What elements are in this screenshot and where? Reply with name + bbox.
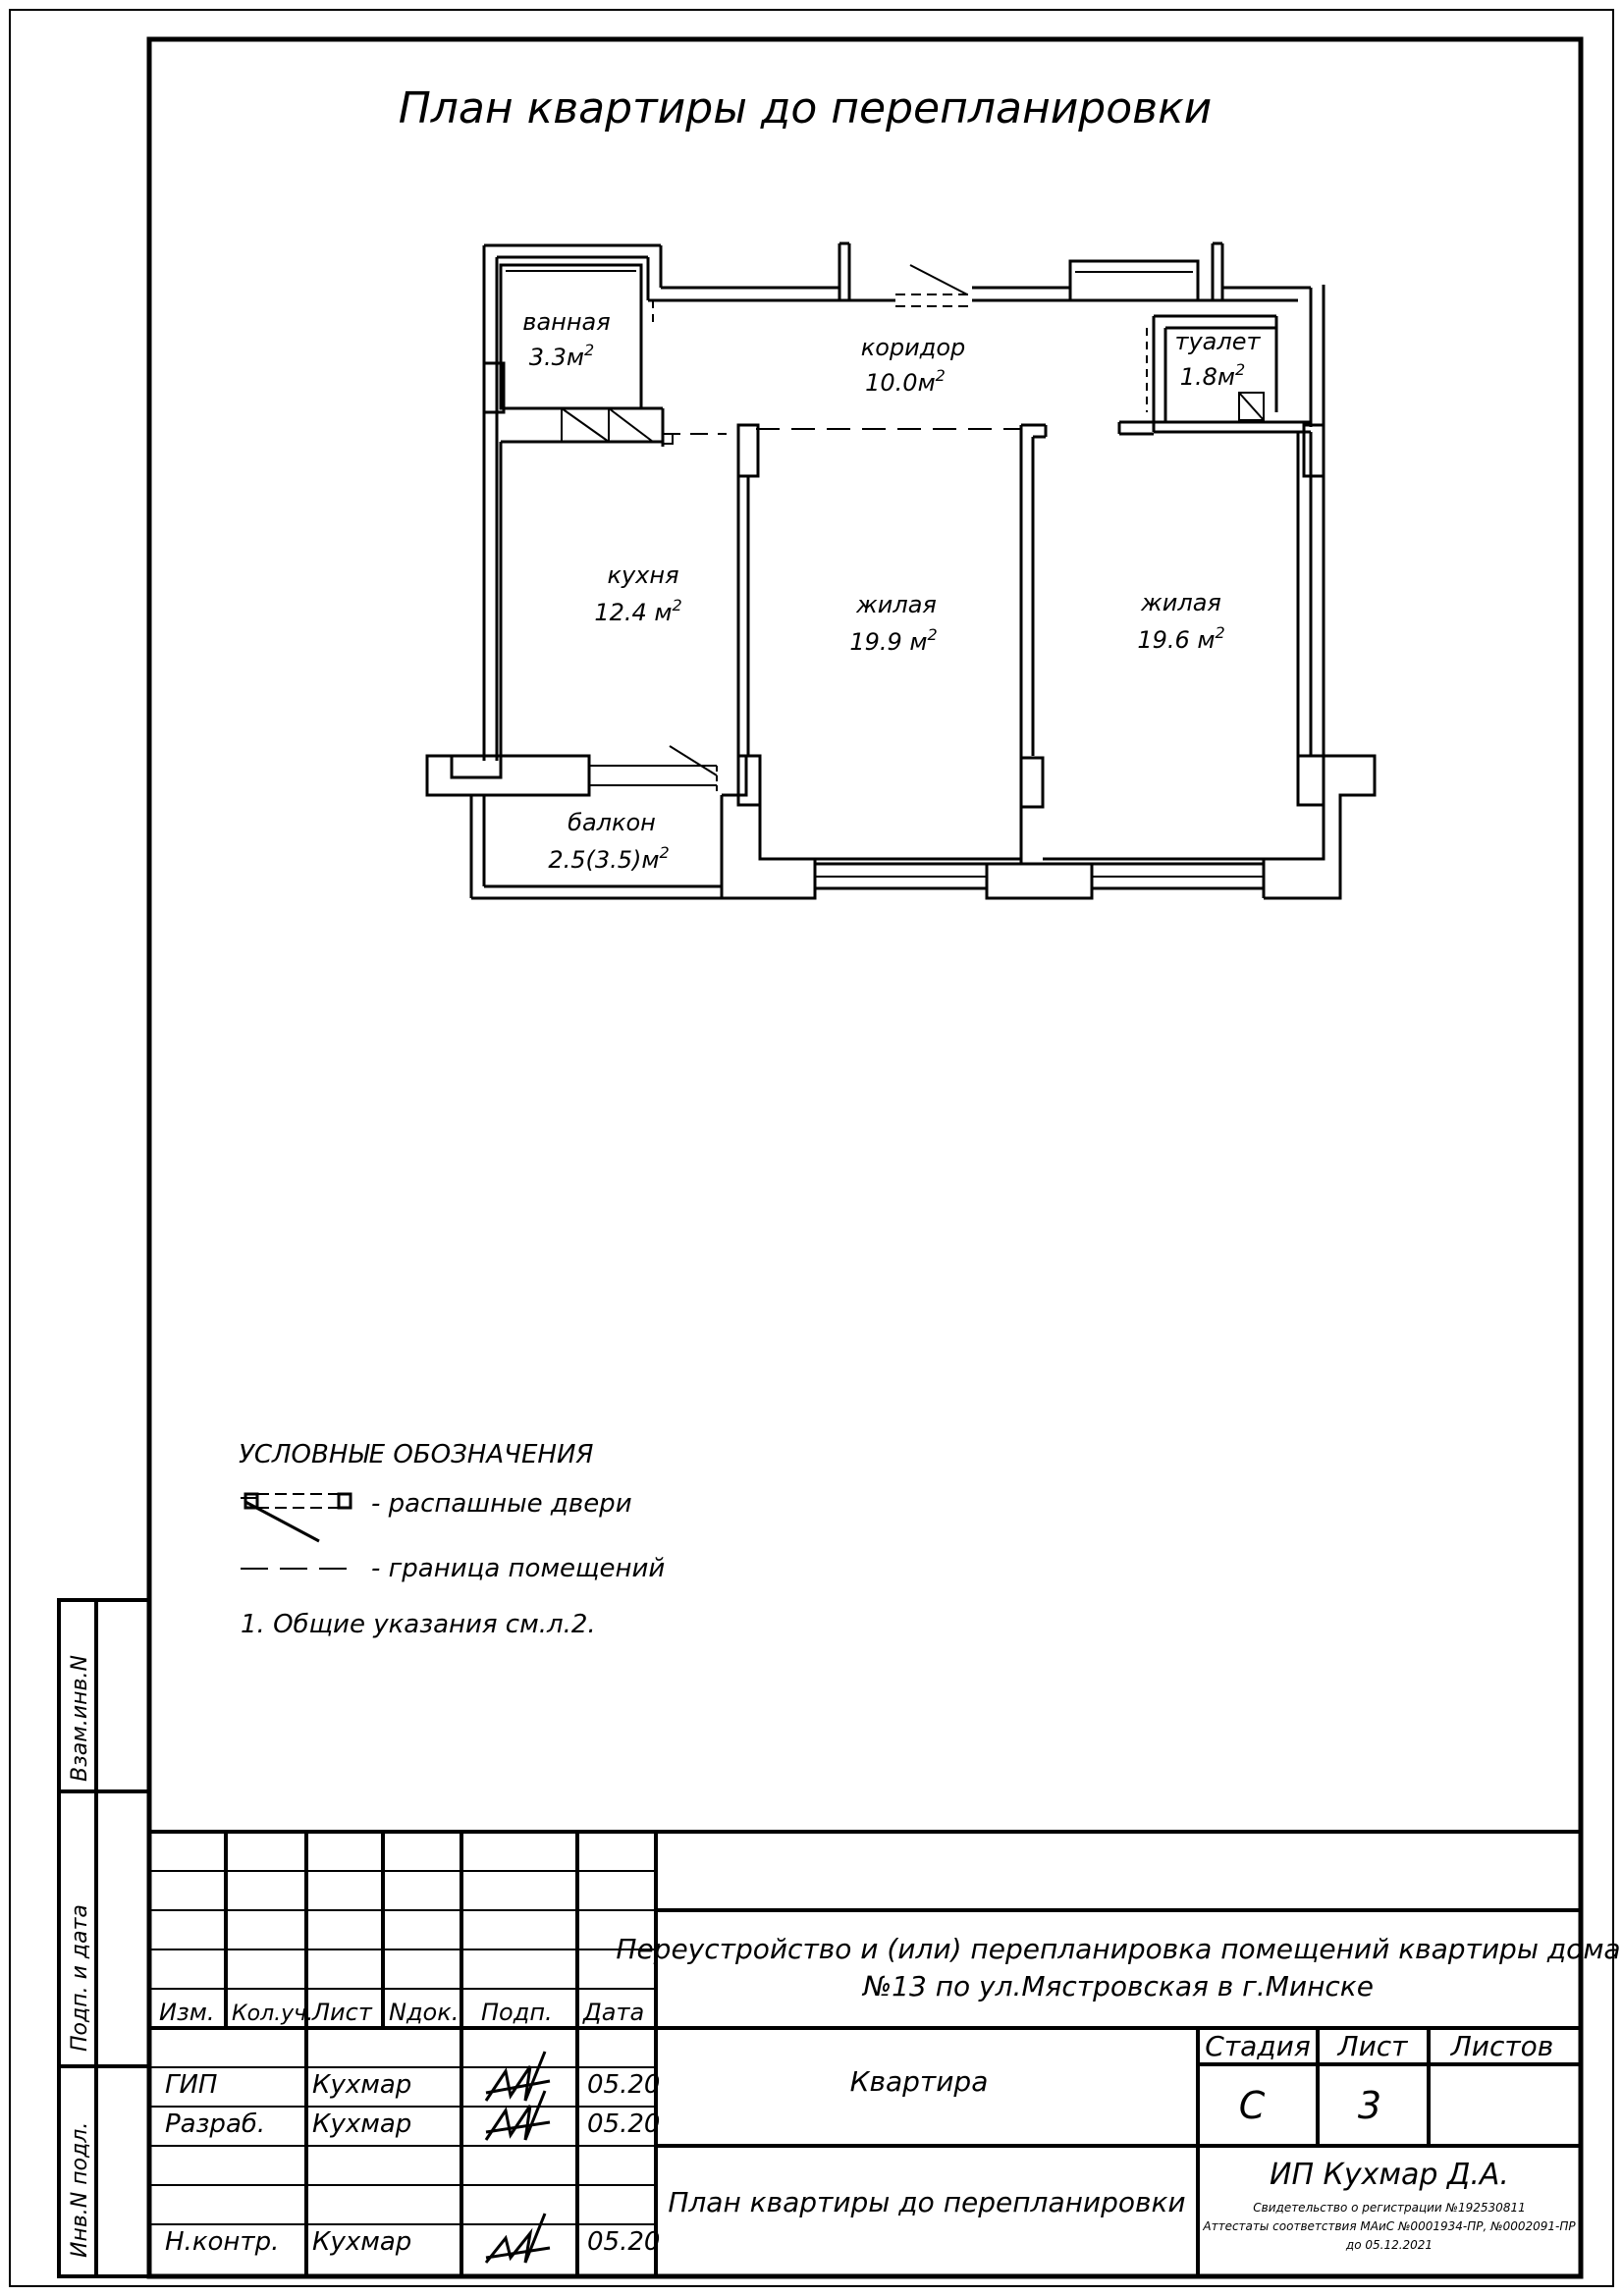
header-list: Лист xyxy=(312,1999,372,2026)
door-symbol-icon xyxy=(241,1494,351,1541)
room-name-balcony: балкон xyxy=(568,809,656,836)
title-block-headers xyxy=(159,1999,644,2026)
sheet-label: Лист xyxy=(1337,2030,1408,2062)
header-izm: Изм. xyxy=(159,1999,215,2026)
signer-date-nkontr: 05.20 xyxy=(587,2227,661,2257)
room-labels xyxy=(522,308,1261,874)
signer-name-nkontr: Кухмар xyxy=(312,2227,412,2257)
room-area-balcony: $2.5(3.5)м^2$ xyxy=(548,843,670,874)
header-data: Дата xyxy=(583,1999,645,2026)
room-area-corridor: $10.0м^2$ xyxy=(865,366,946,397)
project-line-2: №13 по ул.Мястровская в г.Минске xyxy=(863,1970,1374,2002)
page-title: План квартиры до перепланировки xyxy=(398,83,1213,133)
stage-label: Стадия xyxy=(1205,2030,1311,2062)
signer-role-nkontr: Н.контр. xyxy=(165,2227,280,2257)
signer-name-gip: Кухмар xyxy=(312,2070,412,2100)
signers xyxy=(165,2070,660,2257)
room-name-bath: ванная xyxy=(522,308,611,336)
stamp-podp: Подп. и дата xyxy=(68,1904,92,2052)
signer-role-razrab: Разраб. xyxy=(165,2109,266,2139)
room-name-kitchen: кухня xyxy=(607,561,679,589)
general-note: 1. Общие указания см.л.2. xyxy=(241,1610,596,1639)
signature-razrab xyxy=(486,2091,550,2140)
stamp-inv: Инв.N подл. xyxy=(68,2121,92,2258)
object-name: Квартира xyxy=(849,2065,989,2098)
room-area-kitchen: 12.4 $м^2$ xyxy=(594,596,682,626)
project-info xyxy=(616,1933,1620,2252)
room-area-toilet: $1.8м^2$ xyxy=(1179,360,1246,391)
signer-date-gip: 05.20 xyxy=(587,2070,661,2100)
room-name-living-2: жилая xyxy=(1141,589,1221,616)
header-podp: Подп. xyxy=(481,1999,553,2026)
header-ndok: Nдок. xyxy=(389,1999,460,2026)
room-name-corridor: коридор xyxy=(860,334,966,361)
stage-value: С xyxy=(1238,2084,1266,2127)
cert-line-3: до 05.12.2021 xyxy=(1345,2238,1434,2252)
signature-marks xyxy=(486,2052,550,2263)
cert-line-1: Свидетельство о регистрации №192530811 xyxy=(1253,2201,1526,2215)
project-line-1: Переустройство и (или) перепланировка помещений квартиры дома xyxy=(616,1933,1621,1965)
header-koluch: Кол.уч. xyxy=(232,2002,314,2026)
room-area-bath: $3.3м^2$ xyxy=(528,341,595,371)
legend-boundary-label: - граница помещений xyxy=(371,1554,666,1583)
room-name-living-1: жилая xyxy=(856,591,937,618)
org-name: ИП Кухмар Д.А. xyxy=(1270,2158,1509,2192)
sheets-label: Листов xyxy=(1450,2030,1554,2062)
legend xyxy=(239,1440,665,1639)
signer-role-gip: ГИП xyxy=(165,2070,218,2100)
room-name-toilet: туалет xyxy=(1174,328,1261,355)
stamp-vzam: Взам.инв.N xyxy=(68,1655,92,1782)
room-area-living-2: 19.6 $м^2$ xyxy=(1137,623,1225,654)
signer-name-razrab: Кухмар xyxy=(312,2109,412,2139)
signature-nkontr xyxy=(486,2214,550,2263)
legend-door-label: - распашные двери xyxy=(371,1489,632,1519)
legend-heading: УСЛОВНЫЕ ОБОЗНАЧЕНИЯ xyxy=(239,1440,594,1469)
cert-line-2: Аттестаты соответствия МАиС №0001934-ПР, №0002091-ПР xyxy=(1203,2219,1576,2233)
sheet-value: 3 xyxy=(1357,2084,1382,2127)
sheet-title: План квартиры до перепланировки xyxy=(668,2186,1186,2218)
signature-gip xyxy=(486,2052,550,2101)
signer-date-razrab: 05.20 xyxy=(587,2109,661,2139)
room-area-living-1: 19.9 $м^2$ xyxy=(849,625,938,656)
